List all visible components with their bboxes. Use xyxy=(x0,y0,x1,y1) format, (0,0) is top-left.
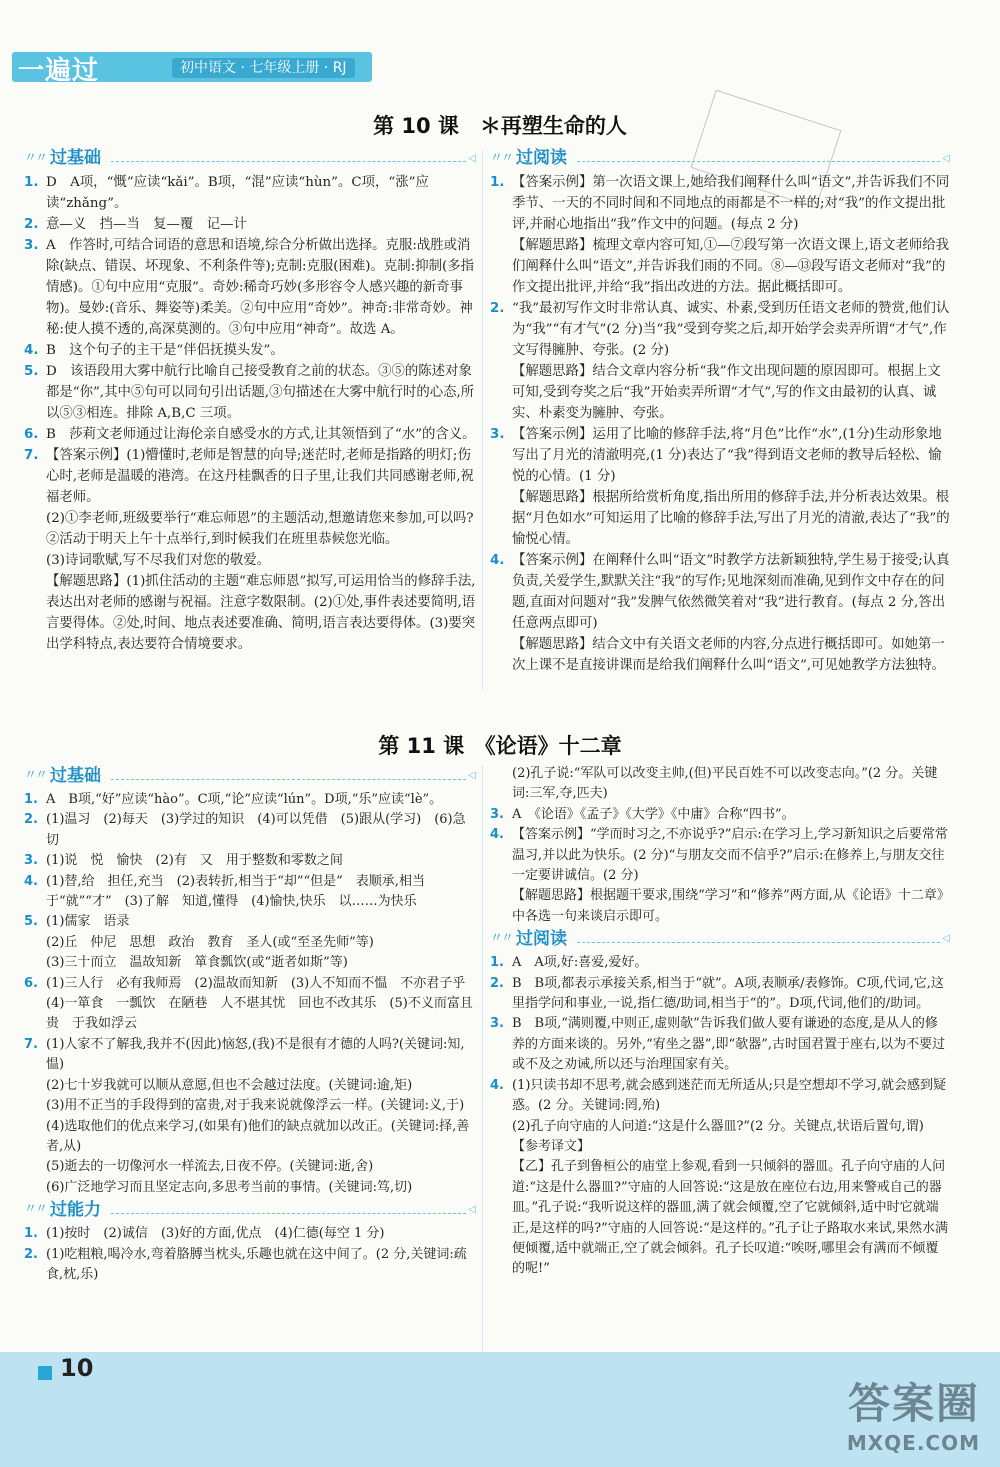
answer-text: (4)选取他们的优点来学习,(如果有)他们的缺点就加以改正。(关键词:择,善者,从) xyxy=(46,1118,470,1154)
answer-item xyxy=(24,933,476,953)
answer-text: ②活动于明天上午十点举行,到时候我们在班里恭候您光临。 xyxy=(46,532,399,547)
answer-text: 【解题思路】结合文章内容分析“我”作文出现问题的原因即可。根据上文可知,受到夸奖之后“我”开始卖弄所谓“才气”,写的作文由最初的认真、诚实、朴素变为臃肿、夸张。 xyxy=(512,364,941,421)
answer-item xyxy=(490,974,950,1015)
answer-item xyxy=(24,424,476,445)
answer-text: A A项,好:喜爱,爱好。 xyxy=(512,955,648,971)
section-marker-icon: 〃〃 xyxy=(490,150,513,166)
answer-text: (2)①李老师,班级要举行“难忘师恩”的主题活动,想邀请您来参加,可以吗? xyxy=(46,511,474,526)
answer-item xyxy=(24,1178,476,1198)
answer-number: 2. xyxy=(490,301,505,316)
answer-number: 5. xyxy=(24,914,38,930)
answer-item xyxy=(490,172,950,235)
answer-text: “我”最初写作文时非常认真、诚实、朴素,受到历任语文老师的赞赏,他们认为“我”“有才气”(2 分)当“我”受到夸奖之后,却开始学会卖弄所谓“才气”,作文写得臃肿、夸张。(2 分) xyxy=(512,301,950,358)
answer-number xyxy=(490,764,512,805)
answer-item xyxy=(24,1224,476,1244)
answer-text: (6)广泛地学习而且坚定志向,多思考当前的事情。(关键词:笃,切) xyxy=(46,1179,413,1195)
answer-number xyxy=(490,1117,512,1137)
answer-number xyxy=(490,1137,512,1157)
column-divider xyxy=(482,765,483,1355)
answer-text: A B项,“好”应读“hào”。C项,“论”应读“lún”。D项,“乐”应读“lè”。 xyxy=(46,792,443,807)
answer-text: (1)只读书却不思考,就会感到迷茫而无所适从;只是空想却不学习,就会感到疑惑。(2 分。关键词:罔,殆) xyxy=(512,1077,947,1114)
answer-text: (1)替,给 担任,充当 (2)表转折,相当于“却”“但是” 表顺承,相当于“就”“才” (3)了解 知道,懂得 (4)愉快,快乐 以……为快乐 xyxy=(46,873,425,910)
answer-number: 6. xyxy=(24,427,39,442)
answer-item xyxy=(24,550,476,571)
answer-number: 6. xyxy=(24,975,38,991)
section-marker-icon: 〃〃 xyxy=(24,767,47,783)
answer-number xyxy=(490,886,512,927)
answer-number: 3. xyxy=(490,1016,504,1032)
answer-text: (5)逝去的一切像河水一样流去,日夜不停。(关键词:逝,舍) xyxy=(46,1159,374,1175)
answer-number xyxy=(24,550,46,571)
answer-number: 3. xyxy=(490,806,504,822)
answer-number: 7. xyxy=(24,1036,38,1052)
answer-item xyxy=(24,172,476,214)
section-header: 〃〃 过基础 ◁ xyxy=(24,765,476,786)
answer-list xyxy=(24,172,476,655)
answer-text: 意—义 挡—当 复—覆 记—计 xyxy=(46,217,247,232)
answer-number: 1. xyxy=(490,955,504,971)
answer-item xyxy=(490,886,950,927)
section-marker-icon: 〃〃 xyxy=(490,931,513,947)
section-header: 〃〃 过阅读 ◁ xyxy=(490,147,950,168)
answer-number xyxy=(490,1157,512,1279)
answer-text: (3)三十而立 温故知新 箪食瓢饮(或“逝者如斯”等) xyxy=(46,955,348,971)
answer-text: 【解题思路】结合文中有关语文老师的内容,分点进行概括即可。如她第一次上课不是直接讲课而是给我们阐释什么叫“语文”,可见她教学方法独特。 xyxy=(512,637,946,673)
answer-text: 【解题思路】梳理文章内容可知,①—⑦段写第一次语文课上,语文老师给我们阐释什么叫“语文”,并告诉我们雨的不同。⑧—⑬段写语文老师对“我”的作文提出批评,并给“我”指出改进的方法。据此概括即可。 xyxy=(512,238,950,295)
answer-list xyxy=(24,790,479,1198)
answer-list xyxy=(490,953,950,1280)
answer-list xyxy=(24,1224,476,1285)
answer-item xyxy=(24,974,479,1035)
answer-item xyxy=(490,634,950,676)
answer-text: B B项,“满则覆,中则正,虚则欹”告诉我们做人要有谦逊的态度,是从人的修养的方面来谈的。另外,“宥坐之器”,即“欹器”,古时国君置于座右,以为不要过或不及之劝诫,所以还与治理国家有关。 xyxy=(512,1016,946,1073)
answer-text: (1)按时 (2)诚信 (3)好的方面,优点 (4)仁德(每空 1 分) xyxy=(46,1226,385,1242)
answer-number: 1. xyxy=(490,175,505,190)
answer-item xyxy=(24,1157,476,1177)
answer-number xyxy=(490,634,512,676)
answer-number xyxy=(24,571,46,655)
answer-number xyxy=(24,1117,46,1158)
header-strip xyxy=(0,0,1000,90)
answer-item xyxy=(490,764,950,805)
answer-item xyxy=(490,424,950,487)
answer-text: (2)孔子说:“军队可以改变主帅,(但)平民百姓不可以改变志向。”(2 分。关键词:三军,夺,匹夫) xyxy=(512,766,938,802)
answer-text: B 莎莉文老师通过让海伦亲自感受水的方式,让其领悟到了“水”的含义。 xyxy=(46,427,476,442)
section-header: 〃〃 过基础 ◁ xyxy=(24,147,476,168)
answer-item xyxy=(24,912,476,932)
answer-number: 2. xyxy=(24,1246,38,1262)
answer-text: 【参考译文】 xyxy=(512,1138,591,1154)
column-divider xyxy=(482,150,483,690)
answer-item xyxy=(24,1035,476,1076)
answer-text: (1)人家不了解我,我并不(因此)恼怒,(我)不是很有才德的人吗?(关键词:知,愠) xyxy=(46,1036,465,1073)
lesson-10-title: 第 10 课 ＊再塑生命的人 xyxy=(373,114,627,138)
lesson-10-left-column xyxy=(24,146,476,655)
answer-item xyxy=(24,810,476,851)
answer-text: (2)孔子向守庙的人问道:“这是什么器皿?”(2 分。关键点,状语后置句,谓) xyxy=(512,1118,924,1134)
lesson-10-right-column xyxy=(490,146,950,676)
answer-item xyxy=(24,953,476,973)
answer-item xyxy=(490,1076,950,1117)
answer-item xyxy=(24,529,476,550)
section-marker-icon: 〃〃 xyxy=(24,1201,47,1217)
answer-item xyxy=(490,361,950,424)
answer-list xyxy=(490,764,950,927)
answer-number xyxy=(490,487,512,550)
answer-number xyxy=(24,933,46,953)
answer-item xyxy=(24,214,476,235)
answer-text: 【答案示例】(1)懵懂时,老师是智慧的向导;迷茫时,老师是指路的明灯;伤心时,老师是温暖的港湾。在这丹桂飘香的日子里,让我们共同感谢老师,祝福老师。 xyxy=(46,448,474,505)
answer-text: 【答案示例】“学而时习之,不亦说乎?”启示:在学习上,学习新知识之后要常常温习,并以此为快乐。(2 分)“与朋友交而不信乎?”启示:在修养上,与朋友交往一定要讲诚信。(2 分) xyxy=(512,827,948,884)
page-marker xyxy=(38,1366,52,1380)
answer-item xyxy=(490,1137,950,1157)
answer-text: D A项，“慨”应读“kǎi”。B项，“混”应读“hùn”。C项，“涨”应读“zhǎng”。 xyxy=(46,175,429,211)
answer-list xyxy=(490,172,950,676)
answer-number: 4. xyxy=(490,1077,504,1093)
answer-text: (2)七十岁我就可以顺从意愿,但也不会越过法度。(关键词:逾,矩) xyxy=(46,1077,413,1093)
answer-item xyxy=(24,1096,476,1116)
answer-item xyxy=(24,235,476,340)
answer-item xyxy=(490,1014,950,1075)
answer-item xyxy=(490,550,950,634)
answer-number xyxy=(490,361,512,424)
answer-item xyxy=(24,508,476,529)
answer-text: (3)诗词歌赋,写不尽我们对您的敬爱。 xyxy=(46,553,271,568)
answer-item xyxy=(24,361,476,424)
answer-text: 【答案示例】在阐释什么叫“语文”时教学方法新颖独特,学生易于接受;认真负责,关爱学生,默默关注“我”的写作;见地深刻而准确,见到作文中存在的问题,直面对问题对“我”发脾气依然微笑着对“我”进行教育。(每点 2 分,答出任意两点即可) xyxy=(512,553,950,631)
answer-item xyxy=(24,1245,476,1286)
answer-item xyxy=(24,1076,476,1096)
answer-text: (3)用不正当的手段得到的富贵,对于我来说就像浮云一样。(关键词:义,于) xyxy=(46,1098,465,1114)
section-header: 〃〃 过能力 ◁ xyxy=(24,1199,476,1220)
answer-number: 2. xyxy=(24,812,38,828)
answer-number xyxy=(24,1157,46,1177)
answer-text: (1)三人行 必有我师焉 (2)温故而知新 (3)人不知而不愠 不亦君子乎 (4)一箪食 一瓢饮 在陋巷 人不堪其忧 回也不改其乐 (5)不义而富且贵 于我如浮云 xyxy=(46,975,479,1032)
answer-number: 3. xyxy=(24,238,39,253)
answer-text: (1)说 悦 愉快 (2)有 又 用于整数和零数之间 xyxy=(46,853,343,869)
answer-number xyxy=(24,953,46,973)
answer-item xyxy=(490,1157,950,1279)
answer-item xyxy=(24,445,476,508)
watermark: 答案圈 MXQE.COM xyxy=(846,1379,980,1455)
answer-text: 【答案示例】运用了比喻的修辞手法,将“月色”比作“水”,(1分)生动形象地写出了月光的清澈明亮,(1 分)表达了“我”得到语文老师的教导后轻松、愉悦的心情。(1 分) xyxy=(512,427,942,484)
answer-number xyxy=(24,508,46,529)
section-marker-icon: 〃〃 xyxy=(24,150,47,166)
answer-number: 2. xyxy=(24,217,39,232)
answer-number xyxy=(490,235,512,298)
answer-item xyxy=(24,340,476,361)
answer-number xyxy=(24,1178,46,1198)
answer-number xyxy=(24,1076,46,1096)
answer-text: B 这个句子的主干是“伴侣抚摸头发”。 xyxy=(46,343,284,358)
answer-item xyxy=(24,872,476,913)
answer-text: 【解题思路】(1)抓住活动的主题“难忘师恩”拟写,可运用恰当的修辞手法,表达出对老师的感谢与祝福。注意字数限制。(2)①处,事件表述要简明,语言要得体。②处,时间、地点表述要准确、简明,语言表达要得体。(3)要突出学科特点,表达要符合情境要求。 xyxy=(46,574,476,652)
answer-number: 3. xyxy=(490,427,505,442)
brand-logo: 一遍过 xyxy=(18,56,100,86)
answer-number: 3. xyxy=(24,853,38,869)
answer-number: 7. xyxy=(24,448,39,463)
answer-item xyxy=(490,825,950,886)
answer-text: (1)儒家 语录 xyxy=(46,914,130,930)
page-number: 10 xyxy=(60,1354,94,1382)
answer-number: 1. xyxy=(24,792,38,807)
answer-text: 【答案示例】第一次语文课上,她给我们阐释什么叫“语文”,并告诉我们不同季节、一天的不同时间和不同地点的雨都是不一样的;对“我”的作文提出批评,并耐心地指出“我”作文中的问题。(每点 2 分) xyxy=(512,175,950,232)
answer-text: D 该语段用大雾中航行比喻自己接受教育之前的状态。③⑤的陈述对象都是“你”,其中⑤句可以同句引出话题,③句描述在大雾中航行时的心态,所以⑤③相连。排除 A,B,C 三项。 xyxy=(46,364,475,421)
answer-number xyxy=(24,1096,46,1116)
answer-text: A 作答时,可结合词语的意思和语境,综合分析做出选择。克服:战胜或消除(缺点、错误、坏现象、不利条件等);克制:克服(困难)。克制:抑制(多指情感)。①句中应用“克服”。奇妙:稀奇巧妙(多形容令人感兴趣的新奇事物)。曼妙:(音乐、舞姿等)柔美。②句中应用“奇妙”。神奇:非常奇妙。神秘:使人摸不透的,高深莫测的。③句中应用“神奇”。故选 A。 xyxy=(46,238,474,337)
answer-number: 4. xyxy=(490,553,505,568)
answer-number: 4. xyxy=(24,343,39,358)
answer-text: B B项,都表示承接关系,相当于“就”。A项,表顺承/表修饰。C项,代词,它,这里指学问和事业,一说,指仁德/助词,相当于“的”。D项,代词,他们的/助词。 xyxy=(512,975,944,1012)
answer-text: (2)丘 仲尼 思想 政治 教育 圣人(或“至圣先师”等) xyxy=(46,934,374,950)
answer-text: (1)吃粗粮,喝冷水,弯着胳膊当枕头,乐趣也就在这中间了。(2 分,关键词:疏食,枕,乐) xyxy=(46,1246,467,1282)
answer-item xyxy=(490,953,950,973)
answer-text: 【解题思路】根据所给赏析角度,指出所用的修辞手法,并分析表达效果。根据“月色如水”可知运用了比喻的修辞手法,写出了月光的清澈,表达了“我”的愉悦心情。 xyxy=(512,490,950,547)
answer-item xyxy=(24,790,476,810)
answer-item xyxy=(24,1117,476,1158)
answer-text: 【解题思路】根据题干要求,围绕“学习”和“修养”两方面,从《论语》十二章》中各选一句来谈启示即可。 xyxy=(512,888,950,924)
lesson-11-right-column xyxy=(490,764,950,1280)
answer-number: 4. xyxy=(24,873,38,889)
answer-item xyxy=(490,298,950,361)
lesson-11-left-column xyxy=(24,764,479,1285)
answer-number: 1. xyxy=(24,175,39,190)
answer-item xyxy=(490,487,950,550)
answer-number: 4. xyxy=(490,827,504,843)
answer-item xyxy=(490,235,950,298)
book-subtitle: 初中语文 · 七年级上册 · RJ xyxy=(172,58,355,78)
answer-item xyxy=(490,1117,950,1137)
answer-item xyxy=(24,571,476,655)
answer-text: A 《论语》《孟子》《大学》《中庸》合称“四书”。 xyxy=(512,806,795,822)
answer-number: 5. xyxy=(24,364,39,379)
answer-text: (1)温习 (2)每天 (3)学过的知识 (4)可以凭借 (5)跟从(学习) (6)急切 xyxy=(46,812,466,848)
answer-number xyxy=(24,529,46,550)
answer-item xyxy=(24,851,476,871)
answer-number: 2. xyxy=(490,975,504,991)
section-header: 〃〃 过阅读 ◁ xyxy=(490,929,950,950)
answer-text: 【乙】孔子到鲁桓公的庙堂上参观,看到一只倾斜的器皿。孔子向守庙的人问道:“这是什么器皿?”守庙的人回答说:“这是放在座位右边,用来警戒自己的器皿。”孔子说:“我听说这样的器皿,满了就会倾覆,空了它就倾斜,适中时它就端正,是这样的吗?”守庙的人回答说:“是这样的。”孔子让子路取水来试,果然水满便倾覆,适中就端正,空了就会倾斜。孔子长叹道:“唉呀,哪里会有满而不倾覆的呢!” xyxy=(512,1159,949,1277)
answer-number: 1. xyxy=(24,1226,38,1242)
answer-item xyxy=(490,805,950,825)
lesson-11-title: 第 11 课 《论语》十二章 xyxy=(378,734,622,758)
